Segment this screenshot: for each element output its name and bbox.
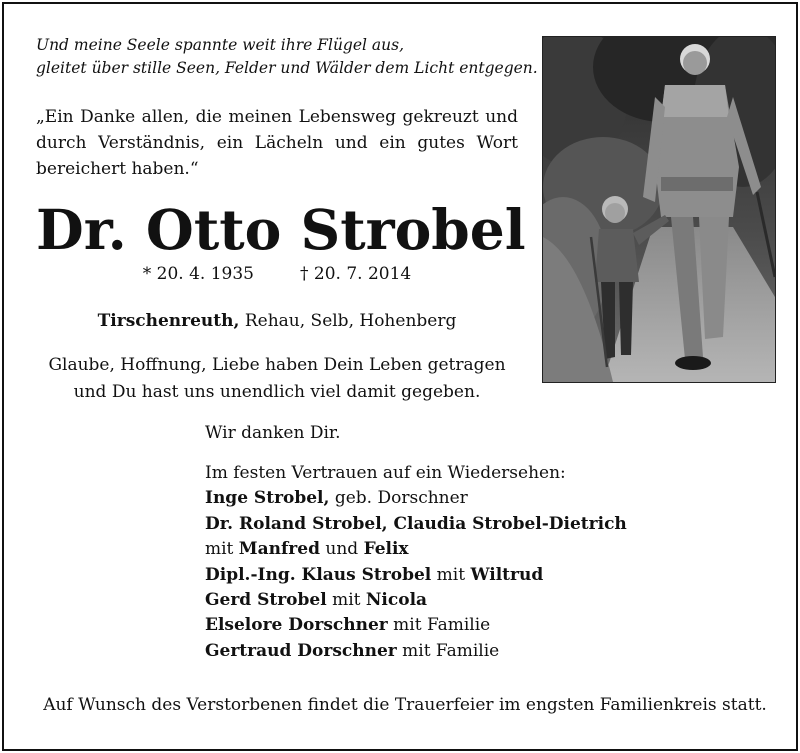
poem-line-2: gleitet über stille Seen, Felder und Wälder dem Licht entgegen. <box>36 59 538 77</box>
mit-word: mit <box>326 590 366 611</box>
mourner-gertraud-note: mit Familie <box>396 640 500 661</box>
mourner-roland-name: Dr. Roland Strobel, Claudia Strobel-Dietrich <box>205 513 627 534</box>
mourner-inge-name: Inge Strobel, <box>205 488 330 509</box>
mourner-gertraud <box>205 639 627 664</box>
photo-illustration <box>543 37 775 382</box>
mourner-inge-note: geb. Dorschner <box>329 488 468 509</box>
mourner-roland <box>205 512 627 537</box>
mit-word: mit <box>205 539 239 560</box>
mourner-inge <box>205 486 627 511</box>
deceased-name: Dr. Otto Strobel <box>36 197 526 262</box>
mourner-elselore <box>205 613 627 638</box>
verse <box>36 352 518 406</box>
place-main: Tirschenreuth, <box>97 311 240 331</box>
verse-line-2: und Du hast uns unendlich viel damit gegeben. <box>73 382 481 402</box>
quote: „Ein Danke allen, die meinen Lebensweg gekreuzt und durch Verständnis, ein Lächeln und ein gutes Wort bereichert haben.“ <box>36 107 518 179</box>
mourner-gerd-name: Gerd Strobel <box>205 590 327 611</box>
mourner-elselore-name: Elselore Dorschner <box>205 615 388 636</box>
mourner-klaus <box>205 563 627 588</box>
poem <box>36 34 538 80</box>
portrait-photo <box>542 36 776 383</box>
mourners-list <box>205 461 627 664</box>
mourner-grandchildren <box>205 537 627 562</box>
life-dates <box>36 262 518 286</box>
mourners-intro: Im festen Vertrauen auf ein Wiedersehen: <box>205 463 566 483</box>
mourner-klaus-name: Dipl.-Ing. Klaus Strobel <box>205 564 432 585</box>
place-others: Rehau, Selb, Hohenberg <box>239 311 457 331</box>
mourner-wiltrud: Wiltrud <box>470 564 544 585</box>
thanks-line: Wir danken Dir. <box>205 423 341 443</box>
und-word: und <box>319 539 364 560</box>
mourner-nicola: Nicola <box>365 590 428 611</box>
footer-note: Auf Wunsch des Verstorbenen findet die Trauerfeier im engsten Familienkreis statt. <box>43 695 767 715</box>
mourner-elselore-note: mit Familie <box>387 615 491 636</box>
verse-line-1: Glaube, Hoffnung, Liebe haben Dein Leben getragen <box>48 355 506 375</box>
mourner-gertraud-name: Gertraud Dorschner <box>205 640 397 661</box>
poem-line-1: Und meine Seele spannte weit ihre Flügel aus, <box>36 36 405 54</box>
birth-date: * 20. 4. 1935 <box>142 264 254 284</box>
mourner-manfred: Manfred <box>238 539 320 560</box>
mourner-felix: Felix <box>363 539 409 560</box>
places <box>36 309 518 333</box>
mourner-gerd <box>205 588 627 613</box>
death-date: † 20. 7. 2014 <box>300 264 412 284</box>
mit-word: mit <box>431 564 471 585</box>
